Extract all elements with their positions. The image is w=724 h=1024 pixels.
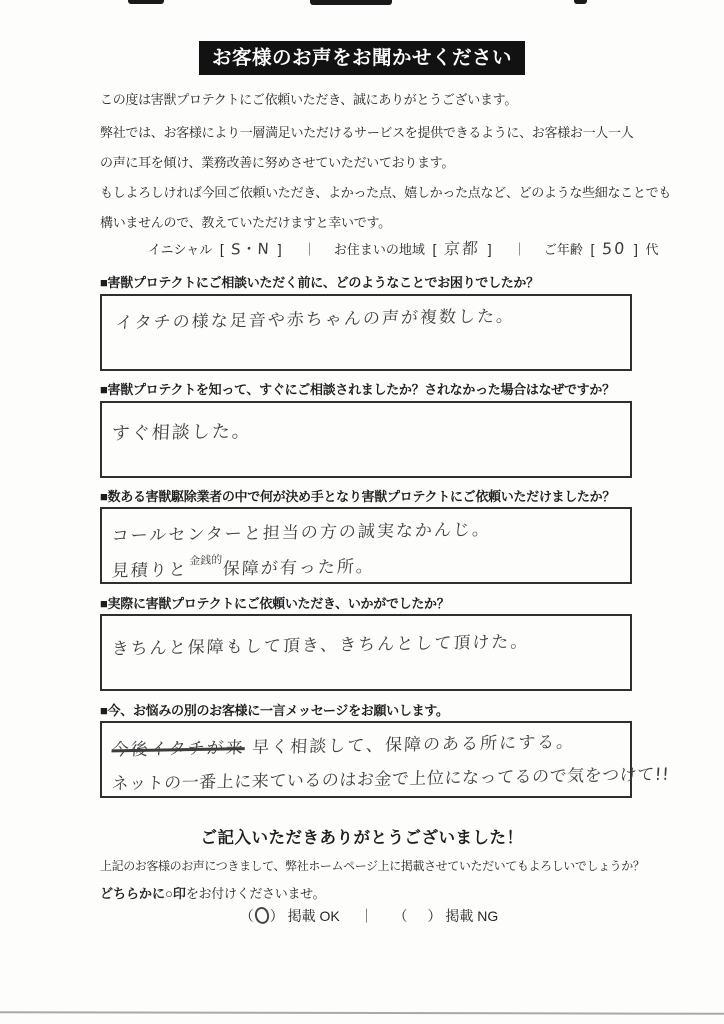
answer-text: 見積りと xyxy=(111,560,189,582)
answer-box xyxy=(100,507,632,584)
scan-artifact xyxy=(310,0,392,5)
handwritten-answer-line xyxy=(111,727,621,761)
age-label: ご年齢 xyxy=(543,242,583,257)
page-title: お客様のお声をお聞かせください xyxy=(211,47,513,69)
intro-line: 弊社では、お客様により一層満足いただけるサービスを提供できるように、お客様お一人一人 xyxy=(100,125,634,140)
intro-line: の声に耳を傾け、業務改善に努めさせていただいております。 xyxy=(100,155,455,170)
publish-ok-label: 掲載 OK xyxy=(287,908,340,924)
question-label: ■今、お悩みの別のお客様に一言メッセージをお願いします。 xyxy=(100,703,449,718)
handwritten-answer-line: きちんと保障もして頂き、きちんとして頂けた。 xyxy=(111,632,530,660)
handwritten-circle-mark xyxy=(253,906,271,926)
permission-instruction-bold: どちらかに○印 xyxy=(100,886,186,901)
respondent-profile-row xyxy=(148,236,659,259)
insertion-note-handwritten: 金銭的 xyxy=(189,552,223,568)
intro-line: もしよろしければ今回ご依頼いただき、よかった点、嬉しかった点など、どのような些細なことでも xyxy=(100,185,671,200)
age-value-handwritten: 50 xyxy=(601,238,627,259)
answer-text: 保障が有った所。 xyxy=(222,556,376,580)
paren-open: （ xyxy=(393,908,408,924)
bracket-close: ] xyxy=(277,241,282,257)
paren-close: ） xyxy=(427,908,442,924)
choice-separator: ｜ xyxy=(359,908,374,924)
scan-artifact xyxy=(128,0,164,4)
bracket-close: ] xyxy=(634,241,638,257)
intro-line: 構いませんので、教えていただけますと幸いです。 xyxy=(100,215,391,230)
region-label: お住まいの地域 xyxy=(333,242,425,257)
intro-line: この度は害獣プロテクトにご依頼いただき、誠にありがとうございます。 xyxy=(100,92,518,107)
handwritten-answer-line: イタチの様な足音や赤ちゃんの声が複数した。 xyxy=(115,306,516,334)
scan-artifact xyxy=(574,0,587,4)
question-label: ■実際に害獣プロテクトにご依頼いただき、いかがでしたか？ xyxy=(100,596,450,611)
answer-box xyxy=(100,721,670,798)
page-edge-line xyxy=(0,1011,724,1015)
publish-choice-row xyxy=(0,906,724,926)
field-separator: ｜ xyxy=(513,242,527,257)
age-suffix: 代 xyxy=(645,242,659,257)
bracket-open: [ xyxy=(590,241,595,257)
handwritten-answer-line: コールセンターと担当の方の誠実なかんじ。 xyxy=(111,519,492,547)
field-separator: ｜ xyxy=(303,242,317,257)
paren-close: ） xyxy=(269,908,284,924)
handwritten-answer-line xyxy=(111,548,621,582)
permission-question-text: 上記のお客様のお声につきまして、弊社ホームページ上に掲載させていただいてもよろしいでしょうか？ xyxy=(100,859,645,873)
handwritten-answer-line: ネットの一番上に来ているのはお金で上位になってるので気をつけて!! xyxy=(111,764,670,795)
initial-value-handwritten: S・N xyxy=(230,239,271,259)
thanks-heading: ご記入いただきありがとうございました！ xyxy=(200,829,524,847)
question-label: ■害獣プロテクトにご相談いただく前に、どのようなことでお困りでしたか？ xyxy=(100,275,539,290)
answer-box xyxy=(100,401,632,478)
bracket-open: [ xyxy=(219,241,224,257)
initial-label: イニシャル xyxy=(148,242,213,257)
region-value-handwritten: 京都 xyxy=(443,238,481,259)
paren-open: （ xyxy=(239,908,254,924)
strikethrough-text: 今後イタチが来 xyxy=(111,738,246,761)
permission-instruction-rest: をお付けくださいませ。 xyxy=(185,886,326,901)
handwritten-answer-line: すぐ相談した。 xyxy=(111,420,253,445)
bracket-close: ] xyxy=(487,241,492,257)
answer-text: 早く相談して、保障のある所にする。 xyxy=(251,732,576,758)
question-label: ■害獣プロテクトを知って、すぐにご相談されましたか？されなかった場合はなぜですか？ xyxy=(100,382,615,397)
answer-box xyxy=(100,294,632,371)
permission-instruction-text xyxy=(100,883,325,902)
publish-ng-label: 掲載 NG xyxy=(445,908,499,924)
question-label: ■数ある害獣駆除業者の中で何が決め手となり害獣プロテクトにご依頼いただけましたか？ xyxy=(100,489,616,504)
answer-box xyxy=(100,614,632,691)
form-title-bar xyxy=(199,41,525,75)
bracket-open: [ xyxy=(432,241,437,257)
